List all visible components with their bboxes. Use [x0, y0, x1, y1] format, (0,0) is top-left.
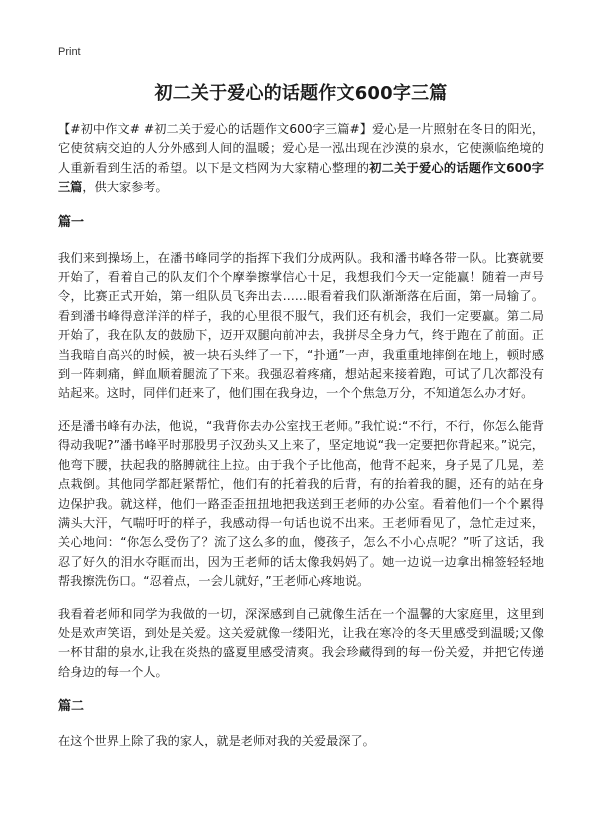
section-heading-1: 篇一	[58, 214, 85, 230]
intro-tag: 【#初中作文# #初二关于爱心的话题作文600字三篇#】	[58, 122, 373, 136]
page-title: 初二关于爱心的话题作文600字三篇	[154, 83, 448, 104]
print-link[interactable]: Print	[58, 46, 81, 58]
intro-highlight: 初二关于爱心的话题作文600字三篇	[58, 160, 544, 195]
section-1-paragraph-1: 我们来到操场上，在潘书峰同学的指挥下我们分成两队。我和潘书峰各带一队。比赛就要开始了，看着自己的队友们个个摩拳擦掌信心十足，我想我们今天一定能赢！随着一声号令，比赛正式开始，第一组队员飞奔出去……眼看着我们队渐渐落在后面，第一局输了。看到潘书峰得意洋洋的样子，我的心里很不服气，我们还有机会，我们一定要赢。第二局开始了，我在队友的鼓励下，迈开双腿向前冲去，我拼尽全身力气，终于跑在了前面。正当我暗自高兴的时候，被一块石头绊了一下，“扑通”一声，我重重地摔倒在地上，顿时感到一阵刺痛，鲜血顺着腿流了下来。我强忍着疼痛，想站起来接着跑，可试了几次都没有站起来。这时，同伴们赶来了，他们围在我身边，一个个焦急万分，不知道怎么办才好。	[58, 250, 544, 401]
section-heading-2: 篇二	[58, 699, 85, 715]
section-1-paragraph-2: 还是潘书峰有办法，他说，“我背你去办公室找王老师。”我忙说:“不行，不行，你怎么能背得动我呢?”潘书峰平时那股男子汉劲头又上来了，坚定地说“我一定要把你背起来。”说完，他弯下腰，扶起我的胳膊就往上拉。由于我个子比他高，他背不起来，身子晃了几晃，差点栽倒。其他同学都赶紧帮忙，他们有的托着我的后背，有的抬着我的腿，还有的站在身边保护我。就这样，他们一路歪歪扭扭地把我送到王老师的办公室。看着他们一个个累得满头大汗，气喘吁吁的样子，我感动得一句话也说不出来。王老师看见了，急忙走过来，关心地问：“你怎么受伤了？流了这么多的血，傻孩子，怎么不小心点呢？”听了这话，我忍了好久的泪水夺眶而出，因为王老师的话太像我妈妈了。她一边说一边拿出棉签轻轻地帮我擦洗伤口。“忍着点，一会儿就好，”王老师心疼地说。	[58, 418, 544, 589]
section-1-paragraph-3: 我看着老师和同学为我做的一切，深深感到自己就像生活在一个温馨的大家庭里，这里到处是欢声笑语，到处是关爱。这关爱就像一缕阳光，让我在寒冷的冬天里感受到温暖;又像一杯甘甜的泉水,让我在炎热的盛夏里感受清爽。我会珍藏得到的每一份关爱，并把它传递给身边的每一个人。	[58, 606, 544, 679]
section-2-paragraph-1: 在这个世界上除了我的家人，就是老师对我的关爱最深了。	[58, 734, 375, 749]
intro-body: 爱心是一片照射在冬日的阳光，它使贫病交迫的人分外感到人间的温暖；爱心是一泓出现在沙漠的泉水，它使濒临绝境的人重新看到生活的希望。以下是文档网为大家精心整理的	[58, 122, 545, 175]
intro-end: ，供大家参考。	[82, 180, 168, 195]
intro-paragraph	[58, 120, 544, 198]
